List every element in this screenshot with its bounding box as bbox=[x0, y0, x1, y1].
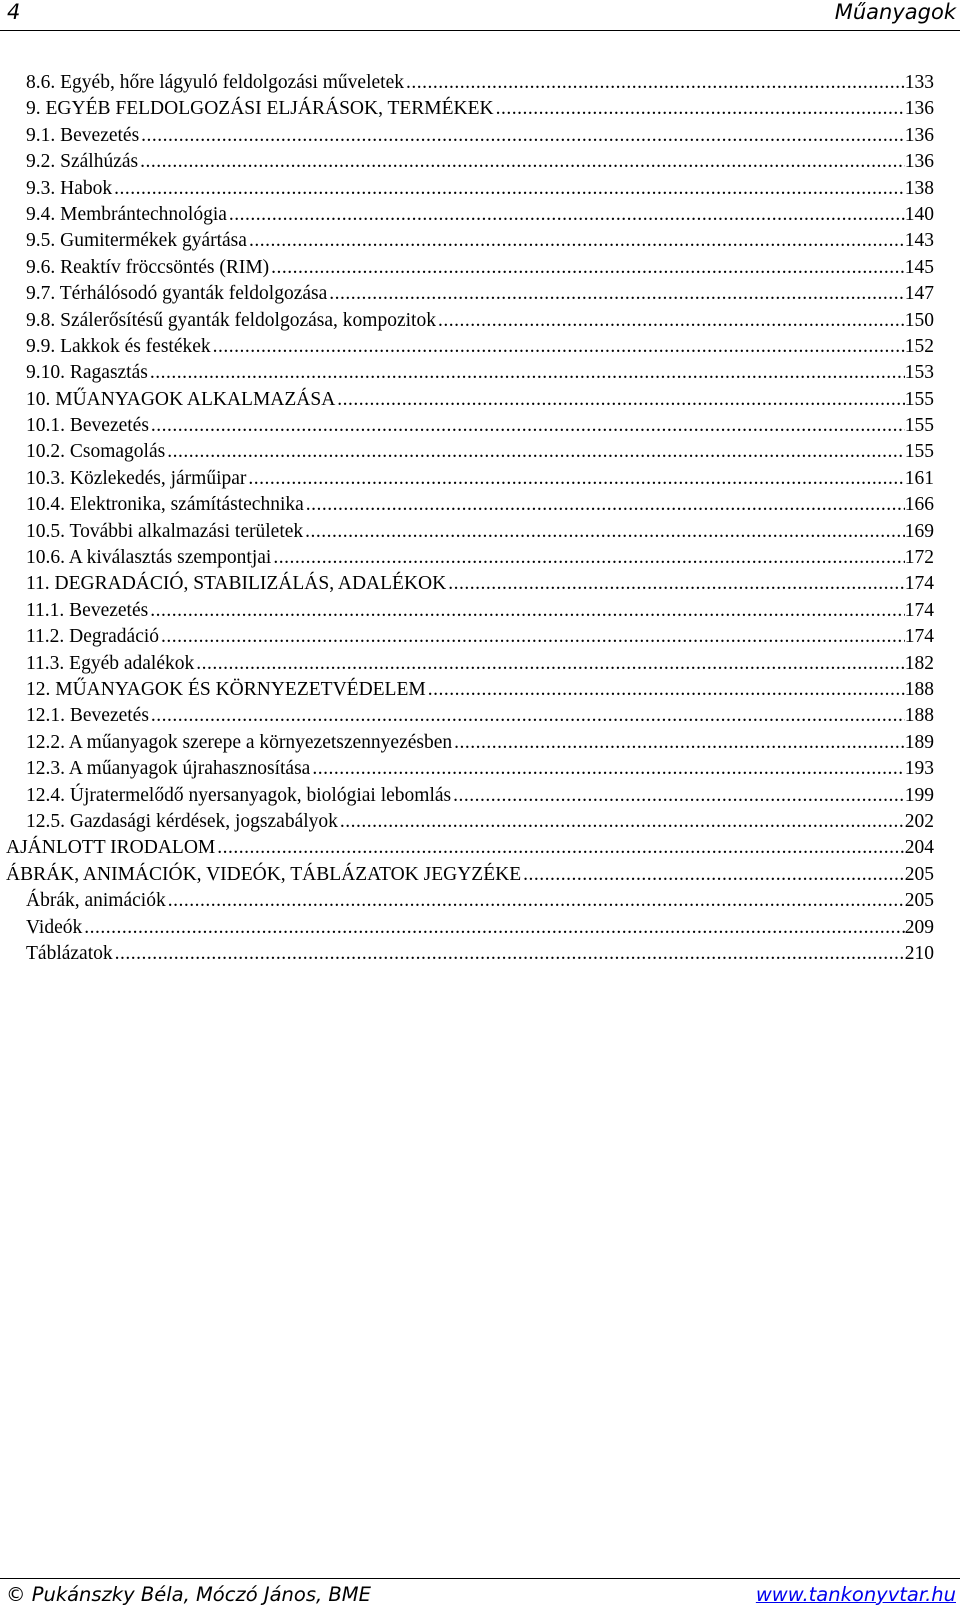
toc-dot-leader bbox=[150, 598, 905, 624]
toc-entry[interactable] bbox=[6, 862, 934, 888]
toc-entry-title: 9.6. Reaktív fröccsöntés (RIM) bbox=[26, 256, 270, 278]
toc-dot-leader bbox=[271, 255, 905, 281]
toc-entry-title: AJÁNLOTT IRODALOM bbox=[6, 837, 216, 859]
toc-entry-page: 155 bbox=[904, 415, 934, 437]
toc-dot-leader bbox=[448, 571, 905, 597]
toc-entry-title: 8.6. Egyéb, hőre lágyuló feldolgozási műveletek bbox=[26, 72, 404, 93]
toc-dot-leader bbox=[161, 624, 905, 650]
toc-entry-page: 152 bbox=[904, 335, 934, 357]
toc-entry-page: 204 bbox=[904, 837, 934, 859]
toc-entry-title: 10.2. Csomagolás bbox=[26, 441, 166, 463]
toc-entry-page: 143 bbox=[904, 230, 934, 252]
toc-dot-leader bbox=[140, 149, 905, 175]
toc-dot-leader bbox=[312, 756, 904, 782]
toc-entry[interactable] bbox=[6, 149, 934, 175]
toc-entry[interactable] bbox=[6, 598, 934, 624]
toc-dot-leader bbox=[248, 466, 904, 492]
toc-entry[interactable] bbox=[6, 492, 934, 518]
toc-entry-page: 174 bbox=[904, 599, 934, 621]
toc-entry-page: 193 bbox=[904, 758, 934, 780]
toc-entry[interactable] bbox=[6, 334, 934, 360]
toc-entry[interactable] bbox=[6, 571, 934, 597]
toc-dot-leader bbox=[213, 334, 905, 360]
toc-entry-page: 174 bbox=[904, 626, 934, 648]
toc-entry[interactable] bbox=[6, 624, 934, 650]
toc-dot-leader bbox=[84, 915, 905, 941]
toc-entry-page: 205 bbox=[904, 863, 934, 885]
toc-entry-page: 150 bbox=[904, 309, 934, 331]
toc-entry-page: 136 bbox=[904, 151, 934, 173]
toc-entry-title: 9.4. Membrántechnológia bbox=[26, 203, 227, 225]
page-number: 4 bbox=[7, 0, 21, 24]
toc-dot-leader bbox=[340, 809, 905, 835]
toc-entry[interactable] bbox=[6, 466, 934, 492]
toc-entry-page: 136 bbox=[904, 124, 934, 146]
toc-entry-title: Táblázatok bbox=[26, 942, 113, 964]
toc-entry-page: 189 bbox=[904, 731, 934, 753]
toc-entry-title: 11.1. Bevezetés bbox=[26, 599, 149, 621]
toc-dot-leader bbox=[114, 176, 905, 202]
toc-entry-title: 10.4. Elektronika, számítástechnika bbox=[26, 494, 304, 516]
toc-entry[interactable] bbox=[6, 941, 934, 967]
toc-entry[interactable] bbox=[6, 545, 934, 571]
toc-entry-title: 9.2. Szálhúzás bbox=[26, 151, 139, 173]
toc-entry-page: 188 bbox=[904, 678, 934, 700]
toc-entry-page: 133 bbox=[904, 72, 934, 93]
toc-entry-page: 161 bbox=[904, 467, 934, 489]
toc-entry[interactable] bbox=[6, 96, 934, 122]
toc-dot-leader bbox=[273, 545, 904, 571]
toc-dot-leader bbox=[141, 123, 905, 149]
toc-entry[interactable] bbox=[6, 255, 934, 281]
toc-dot-leader bbox=[151, 703, 905, 729]
toc-entry-page: 138 bbox=[904, 177, 934, 199]
toc-entry-page: 169 bbox=[904, 520, 934, 542]
toc-entry[interactable] bbox=[6, 756, 934, 782]
toc-entry-title: 9.5. Gumitermékek gyártása bbox=[26, 230, 247, 252]
toc-dot-leader bbox=[305, 519, 905, 545]
toc-entry-title: 12. MŰANYAGOK ÉS KÖRNYEZETVÉDELEM bbox=[26, 678, 426, 700]
toc-dot-leader bbox=[453, 783, 905, 809]
book-title: Műanyagok bbox=[834, 0, 956, 24]
toc-entry-page: 182 bbox=[904, 652, 934, 674]
toc-dot-leader bbox=[454, 730, 905, 756]
toc-dot-leader bbox=[406, 70, 905, 96]
toc-entry-page: 188 bbox=[904, 705, 934, 727]
toc-dot-leader bbox=[496, 96, 905, 122]
toc-dot-leader bbox=[115, 941, 905, 967]
toc-entry-title: 12.4. Újratermelődő nyersanyagok, biológiai lebomlás bbox=[26, 784, 452, 806]
table-of-contents bbox=[6, 70, 934, 967]
toc-entry[interactable] bbox=[6, 70, 934, 96]
toc-entry[interactable] bbox=[6, 202, 934, 228]
toc-entry[interactable] bbox=[6, 387, 934, 413]
toc-entry[interactable] bbox=[6, 228, 934, 254]
toc-entry-title: 9.8. Szálerősítésű gyanták feldolgozása, kompozitok bbox=[26, 309, 436, 331]
toc-entry[interactable] bbox=[6, 915, 934, 941]
toc-entry[interactable] bbox=[6, 677, 934, 703]
toc-entry-title: 11.3. Egyéb adalékok bbox=[26, 652, 195, 674]
toc-entry[interactable] bbox=[6, 123, 934, 149]
toc-entry[interactable] bbox=[6, 703, 934, 729]
toc-dot-leader bbox=[249, 228, 905, 254]
toc-entry-page: 172 bbox=[904, 547, 934, 569]
toc-entry-page: 140 bbox=[904, 203, 934, 225]
toc-dot-leader bbox=[306, 492, 905, 518]
toc-dot-leader bbox=[150, 360, 905, 386]
toc-dot-leader bbox=[428, 677, 905, 703]
toc-entry-page: 147 bbox=[904, 283, 934, 305]
toc-dot-leader bbox=[167, 439, 905, 465]
toc-entry-title: Ábrák, animációk bbox=[26, 890, 166, 912]
toc-entry-page: 155 bbox=[904, 441, 934, 463]
toc-entry-page: 199 bbox=[904, 784, 934, 806]
toc-entry-title: 10.1. Bevezetés bbox=[26, 415, 149, 437]
toc-entry-title: 9.1. Bevezetés bbox=[26, 124, 140, 146]
toc-entry[interactable] bbox=[6, 651, 934, 677]
page-footer bbox=[0, 1578, 960, 1618]
toc-dot-leader bbox=[329, 281, 904, 307]
toc-entry[interactable] bbox=[6, 730, 934, 756]
toc-dot-leader bbox=[229, 202, 905, 228]
toc-dot-leader bbox=[151, 413, 905, 439]
toc-entry-title: Videók bbox=[26, 916, 83, 938]
toc-entry-page: 205 bbox=[904, 890, 934, 912]
toc-entry[interactable] bbox=[6, 176, 934, 202]
toc-entry-title: 12.5. Gazdasági kérdések, jogszabályok bbox=[26, 810, 338, 832]
toc-entry-page: 145 bbox=[904, 256, 934, 278]
toc-entry-title: 9. EGYÉB FELDOLGOZÁSI ELJÁRÁSOK, TERMÉKEK bbox=[26, 98, 494, 120]
toc-entry-title: 12.2. A műanyagok szerepe a környezetszennyezésben bbox=[26, 731, 453, 753]
toc-entry-page: 210 bbox=[904, 942, 934, 964]
toc-dot-leader bbox=[196, 651, 905, 677]
toc-entry-title: 9.7. Térhálósodó gyanták feldolgozása bbox=[26, 283, 328, 305]
toc-entry-page: 136 bbox=[904, 98, 934, 120]
toc-entry-title: 10.3. Közlekedés, járműipar bbox=[26, 467, 247, 489]
toc-entry[interactable] bbox=[6, 783, 934, 809]
toc-entry-page: 155 bbox=[904, 388, 934, 410]
toc-entry-title: 10. MŰANYAGOK ALKALMAZÁSA bbox=[26, 388, 336, 410]
toc-entry[interactable] bbox=[6, 281, 934, 307]
toc-entry[interactable] bbox=[6, 439, 934, 465]
toc-entry-title: 9.9. Lakkok és festékek bbox=[26, 335, 211, 357]
toc-entry-page: 209 bbox=[904, 916, 934, 938]
toc-dot-leader bbox=[168, 888, 905, 914]
toc-entry-page: 166 bbox=[904, 494, 934, 516]
toc-entry[interactable] bbox=[6, 308, 934, 334]
toc-entry-title: 9.3. Habok bbox=[26, 177, 113, 199]
toc-entry-page: 174 bbox=[904, 573, 934, 595]
toc-entry[interactable] bbox=[6, 360, 934, 386]
toc-entry-title: 10.5. További alkalmazási területek bbox=[26, 520, 304, 542]
toc-dot-leader bbox=[438, 308, 905, 334]
toc-entry[interactable] bbox=[6, 888, 934, 914]
toc-entry-title: 11. DEGRADÁCIÓ, STABILIZÁLÁS, ADALÉKOK bbox=[26, 573, 447, 595]
toc-entry-title: 9.10. Ragasztás bbox=[26, 362, 148, 384]
toc-entry[interactable] bbox=[6, 413, 934, 439]
toc-entry-page: 202 bbox=[904, 810, 934, 832]
copyright-notice: © Pukánszky Béla, Móczó János, BME bbox=[6, 1583, 371, 1606]
toc-entry-title: 12.3. A műanyagok újrahasznosítása bbox=[26, 758, 311, 780]
toc-dot-leader bbox=[337, 387, 904, 413]
toc-entry-page: 153 bbox=[904, 362, 934, 384]
toc-dot-leader bbox=[523, 862, 905, 888]
toc-entry-title: 12.1. Bevezetés bbox=[26, 705, 149, 727]
toc-entry-title: 11.2. Degradáció bbox=[26, 626, 160, 648]
toc-entry[interactable] bbox=[6, 519, 934, 545]
toc-entry[interactable] bbox=[6, 835, 934, 861]
toc-entry-title: 10.6. A kiválasztás szempontjai bbox=[26, 547, 272, 569]
toc-entry[interactable] bbox=[6, 809, 934, 835]
toc-entry-title: ÁBRÁK, ANIMÁCIÓK, VIDEÓK, TÁBLÁZATOK JEGYZÉKE bbox=[6, 863, 522, 885]
toc-dot-leader bbox=[217, 835, 904, 861]
page-header bbox=[0, 0, 960, 31]
website-link[interactable]: www.tankonyvtar.hu bbox=[755, 1583, 956, 1606]
